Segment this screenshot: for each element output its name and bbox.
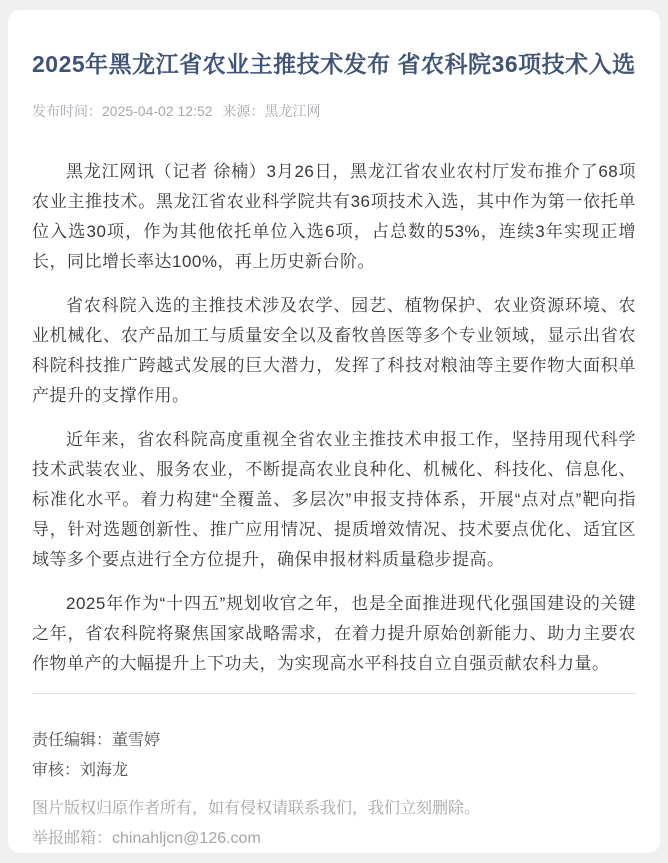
copyright-note: 图片版权归原作者所有，如有侵权请联系我们，我们立刻删除。 xyxy=(32,800,481,817)
reviewer-label: 审核： xyxy=(32,762,81,779)
report-email-line xyxy=(32,824,636,853)
editor-label: 责任编辑： xyxy=(32,732,113,749)
article-card xyxy=(8,10,660,853)
notes-block xyxy=(32,794,636,853)
article-paragraph-1: 黑龙江网讯（记者 徐楠）3月26日，黑龙江省农业农村厅发布推介了68项农业主推技术。黑龙江省农业科学院共有36项技术入选，其中作为第一依托单位入选30项，作为其他依托单位入选6项，占总数的53%，连续3年实现正增长，同比增长率达100%，再上历史新台阶。 xyxy=(32,162,636,271)
footer-divider xyxy=(32,693,636,694)
article-meta xyxy=(32,101,636,121)
source-value: 黑龙江网 xyxy=(264,103,321,119)
publish-time-value: 2025-04-02 12:52 xyxy=(102,103,213,119)
reviewer-line xyxy=(32,756,636,786)
source-label: 来源： xyxy=(222,103,265,119)
report-email-label: 举报邮箱： xyxy=(32,830,113,847)
article-body xyxy=(32,157,636,679)
reviewer-name: 刘海龙 xyxy=(80,762,129,779)
article-paragraph-2: 省农科院入选的主推技术涉及农学、园艺、植物保护、农业资源环境、农业机械化、农产品加工与质量安全以及畜牧兽医等多个专业领域，显示出省农科院科技推广跨越式发展的巨大潜力，发挥了科技对粮油等主要作物大面积单产提升的支撑作用。 xyxy=(32,296,636,405)
editor-block xyxy=(32,726,636,786)
article-paragraph-3: 近年来，省农科院高度重视全省农业主推技术申报工作，坚持用现代科学技术武装农业、服务农业，不断提高农业良种化、机械化、科技化、信息化、标准化水平。着力构建“全覆盖、多层次”申报支持体系，开展“点对点”靶向指导，针对选题创新性、推广应用情况、提质增效情况、技术要点优化、适宜区域等多个要点进行全方位提升，确保申报材料质量稳步提高。 xyxy=(32,430,636,569)
article-title: 2025年黑龙江省农业主推技术发布 省农科院36项技术入选 xyxy=(32,51,636,77)
publish-time-label: 发布时间： xyxy=(32,103,102,119)
editor-line xyxy=(32,726,636,756)
article-paragraph-4: 2025年作为“十四五”规划收官之年，也是全面推进现代化强国建设的关键之年，省农科院将聚焦国家战略需求，在着力提升原始创新能力、助力主要农作物单产的大幅提升上下功夫，为实现高水平科技自立自强贡献农科力量。 xyxy=(32,594,636,673)
editor-name: 董雪婷 xyxy=(112,732,161,749)
report-email: chinahljcn@126.com xyxy=(112,830,261,847)
